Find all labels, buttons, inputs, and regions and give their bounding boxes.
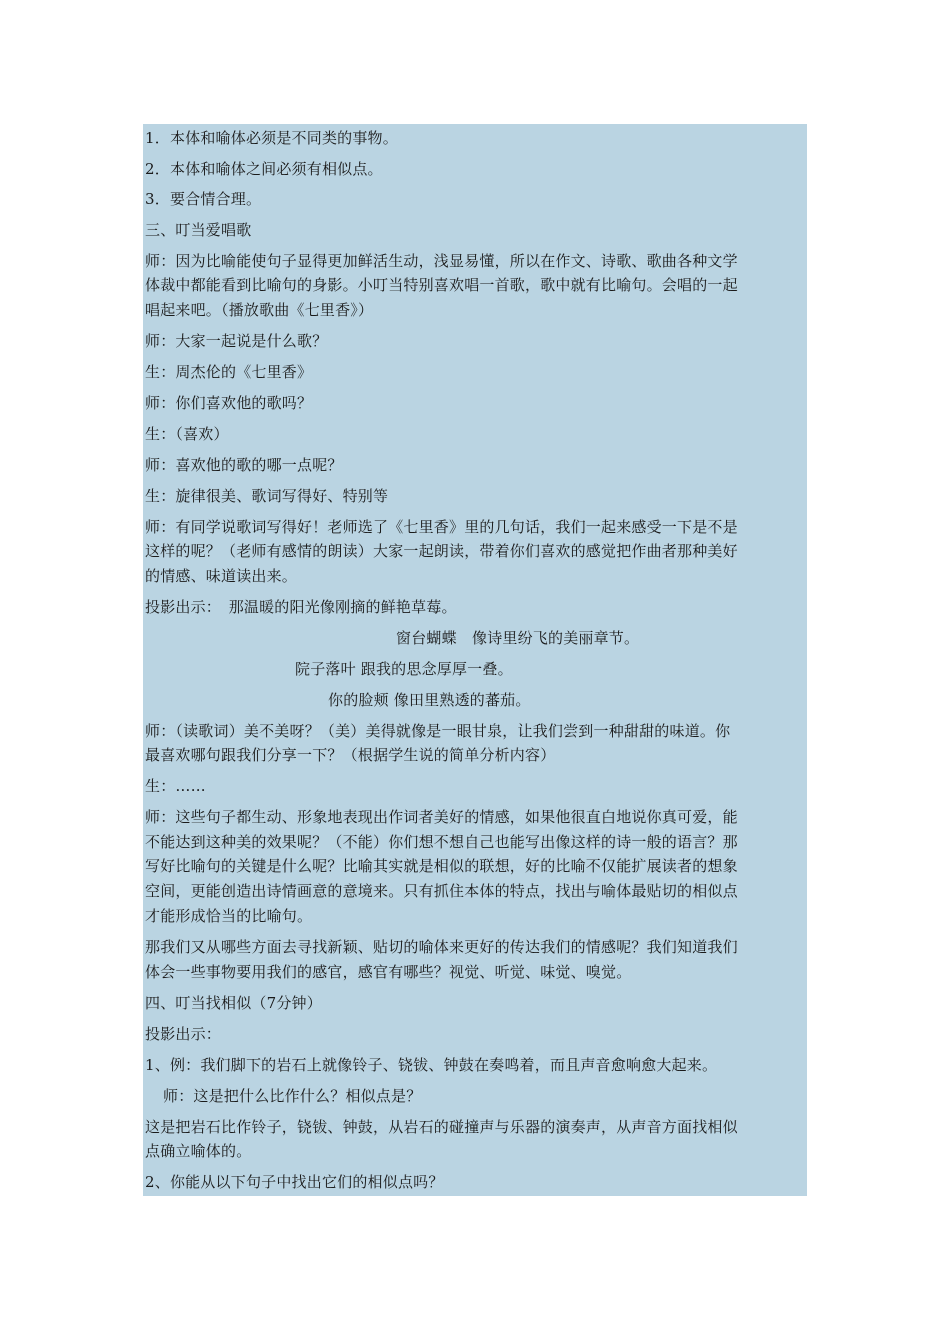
projection-line: 投影出示： — [145, 1025, 222, 1043]
dialogue-line: 生：旋律很美、歌词写得好、特别等 — [145, 487, 389, 505]
dialogue-line: 生：（喜欢） — [145, 425, 229, 443]
lyric-line: 你的脸颊 像田里熟透的蕃茄。 — [328, 691, 531, 709]
highlighted-text-block — [143, 124, 807, 1196]
dialogue-line: 生：周杰伦的《七里香》 — [145, 363, 313, 381]
paragraph-line: 这是把岩石比作铃子，铙钹、钟鼓，从岩石的碰撞声与乐器的演奏声，从声音方面找相似 — [145, 1118, 738, 1136]
projection-line: 投影出示： 那温暖的阳光像刚摘的鲜艳草莓。 — [145, 598, 457, 616]
paragraph-line: 写好比喻句的关键是什么呢？比喻其实就是相似的联想，好的比喻不仅能扩展读者的想象 — [145, 857, 738, 875]
paragraph-line: 不能达到这种美的效果呢？（不能）你们想不想自己也能写出像这样的诗一般的语言？那 — [145, 833, 738, 851]
lyric-line: 院子落叶 跟我的思念厚厚一叠。 — [295, 660, 513, 678]
paragraph-line: 那我们又从哪些方面去寻找新颖、贴切的喻体来更好的传达我们的情感呢？我们知道我们 — [145, 938, 738, 956]
dialogue-line: 师：你们喜欢他的歌吗？ — [145, 394, 313, 412]
paragraph-line: 唱起来吧。（播放歌曲《七里香》） — [145, 301, 374, 319]
paragraph-line: 师：这些句子都生动、形象地表现出作词者美好的情感，如果他很直白地说你真可爱，能 — [145, 808, 738, 826]
paragraph-line: 师：有同学说歌词写得好！老师选了《七里香》里的几句话，我们一起来感受一下是不是 — [145, 518, 738, 536]
paragraph-line: 才能形成恰当的比喻句。 — [145, 907, 313, 925]
paragraph-line: 空间，更能创造出诗情画意的意境来。只有抓住本体的特点，找出与喻体最贴切的相似点 — [145, 882, 738, 900]
rule-3: 3．要合情合理。 — [145, 190, 262, 208]
rule-1: 1．本体和喻体必须是不同类的事物。 — [145, 129, 398, 147]
dialogue-line: 师：大家一起说是什么歌？ — [145, 332, 328, 350]
question-line: 2、你能从以下句子中找出它们的相似点吗？ — [145, 1173, 444, 1191]
paragraph-line: 这样的呢？（老师有感情的朗读）大家一起朗读，带着你们喜欢的感觉把作曲者那种美好 — [145, 542, 738, 560]
section-heading-3: 三、叮当爱唱歌 — [145, 221, 252, 239]
paragraph-line: 体会一些事物要用我们的感官，感官有哪些？视觉、听觉、味觉、嗅觉。 — [145, 963, 632, 981]
paragraph-line: 师：因为比喻能使句子显得更加鲜活生动，浅显易懂，所以在作文、诗歌、歌曲各种文学 — [145, 252, 738, 270]
rule-2: 2．本体和喻体之间必须有相似点。 — [145, 160, 383, 178]
section-heading-4: 四、叮当找相似（7分钟） — [145, 994, 322, 1012]
dialogue-line: 生：…… — [145, 777, 206, 795]
paragraph-line: 师：（读歌词）美不美呀？（美）美得就像是一眼甘泉，让我们尝到一种甜甜的味道。你 — [145, 722, 731, 740]
paragraph-line: 点确立喻体的。 — [145, 1142, 252, 1160]
example-line: 1、例：我们脚下的岩石上就像铃子、铙钹、钟鼓在奏鸣着，而且声音愈响愈大起来。 — [145, 1056, 718, 1074]
paragraph-line: 最喜欢哪句跟我们分享一下？（根据学生说的简单分析内容） — [145, 746, 556, 764]
lyric-line: 窗台蝴蝶 像诗里纷飞的美丽章节。 — [396, 629, 640, 647]
dialogue-line: 师：这是把什么比作什么？相似点是？ — [163, 1087, 422, 1105]
paragraph-line: 体裁中都能看到比喻句的身影。小叮当特别喜欢唱一首歌，歌中就有比喻句。会唱的一起 — [145, 276, 738, 294]
dialogue-line: 师：喜欢他的歌的哪一点呢？ — [145, 456, 343, 474]
paragraph-line: 的情感、味道读出来。 — [145, 567, 298, 585]
